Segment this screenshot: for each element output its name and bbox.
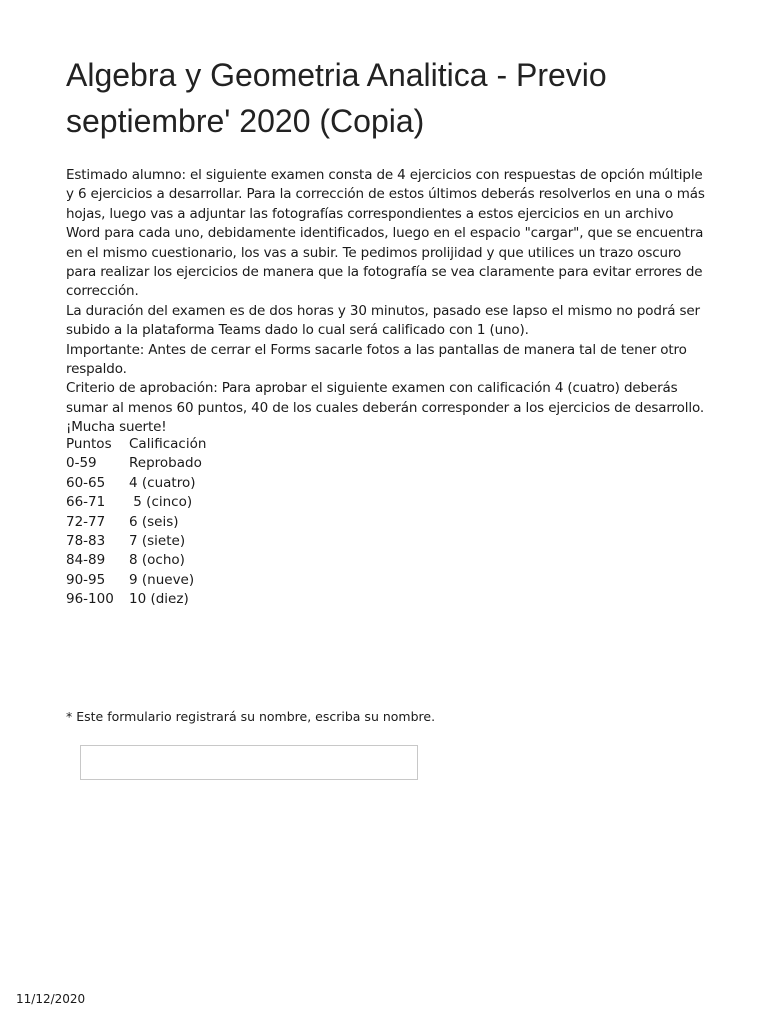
name-question-label: * Este formulario registrará su nombre, escriba su nombre. [66,709,436,724]
description-paragraph-important: Importante: Antes de cerrar el Forms sacarle fotos a las pantallas de manera tal de tener otro respaldo. [66,341,687,378]
grading-table [66,435,206,610]
footer-date: 11/12/2020 [16,992,86,1006]
table-row [66,493,206,512]
points-range: 96-100 [66,591,114,608]
grade-value: Reprobado [129,455,202,472]
description-paragraph-instructions: Estimado alumno: el siguiente examen consta de 4 ejercicios con respuestas de opción múltiple y 6 ejercicios a desarrollar. Para la corrección de estos últimos deberás resolverlos en una o más hojas, luego vas a adjuntar las fotografías correspondientes a estos ejercicios en un archivo Word para cada uno, debidamente identificados, luego en el espacio "cargar", que se encuentra en el mismo cuestionario, los vas a subir. Te pedimos prolijidad y que utilices un trazo oscuro para realizar los ejercicios de manera que la fotografía se vea claramente para evitar errores de corrección. [66,167,705,300]
page-title: Algebra y Geometria Analitica - Previo septiembre' 2020 (Copia) [66,57,607,139]
points-range: 66-71 [66,494,106,511]
table-row [66,551,206,570]
name-input[interactable] [80,745,418,780]
grade-value: 4 (cuatro) [129,474,196,491]
points-range: 78-83 [66,533,106,550]
grade-value: 5 (cinco) [129,494,193,511]
points-range: 0-59 [66,455,97,472]
grading-table-header [66,435,206,454]
grade-value: 9 (nueve) [129,571,195,588]
header-points: Puntos [66,436,112,452]
table-row [66,454,206,473]
points-range: 60-65 [66,474,106,491]
table-row [66,513,206,532]
grade-value: 7 (siete) [129,533,186,550]
description-paragraph-criteria: Criterio de aprobación: Para aprobar el siguiente examen con calificación 4 (cuatro) deberás sumar al menos 60 puntos, 40 de los cuales deberán corresponder a los ejercicios de desarrollo. ¡Mucha suerte! [66,380,704,436]
table-row [66,571,206,590]
points-range: 84-89 [66,552,106,569]
grade-value: 8 (ocho) [129,552,185,569]
table-row [66,590,206,609]
table-row [66,474,206,493]
points-range: 72-77 [66,513,106,530]
grade-value: 6 (seis) [129,513,179,530]
table-row [66,532,206,551]
form-description [66,166,708,438]
grade-value: 10 (diez) [129,591,189,608]
points-range: 90-95 [66,571,106,588]
description-paragraph-duration: La duración del examen es de dos horas y 30 minutos, pasado ese lapso el mismo no podrá ser subido a la plataforma Teams dado lo cual será calificado con 1 (uno). [66,302,700,339]
header-grade: Calificación [129,436,207,452]
